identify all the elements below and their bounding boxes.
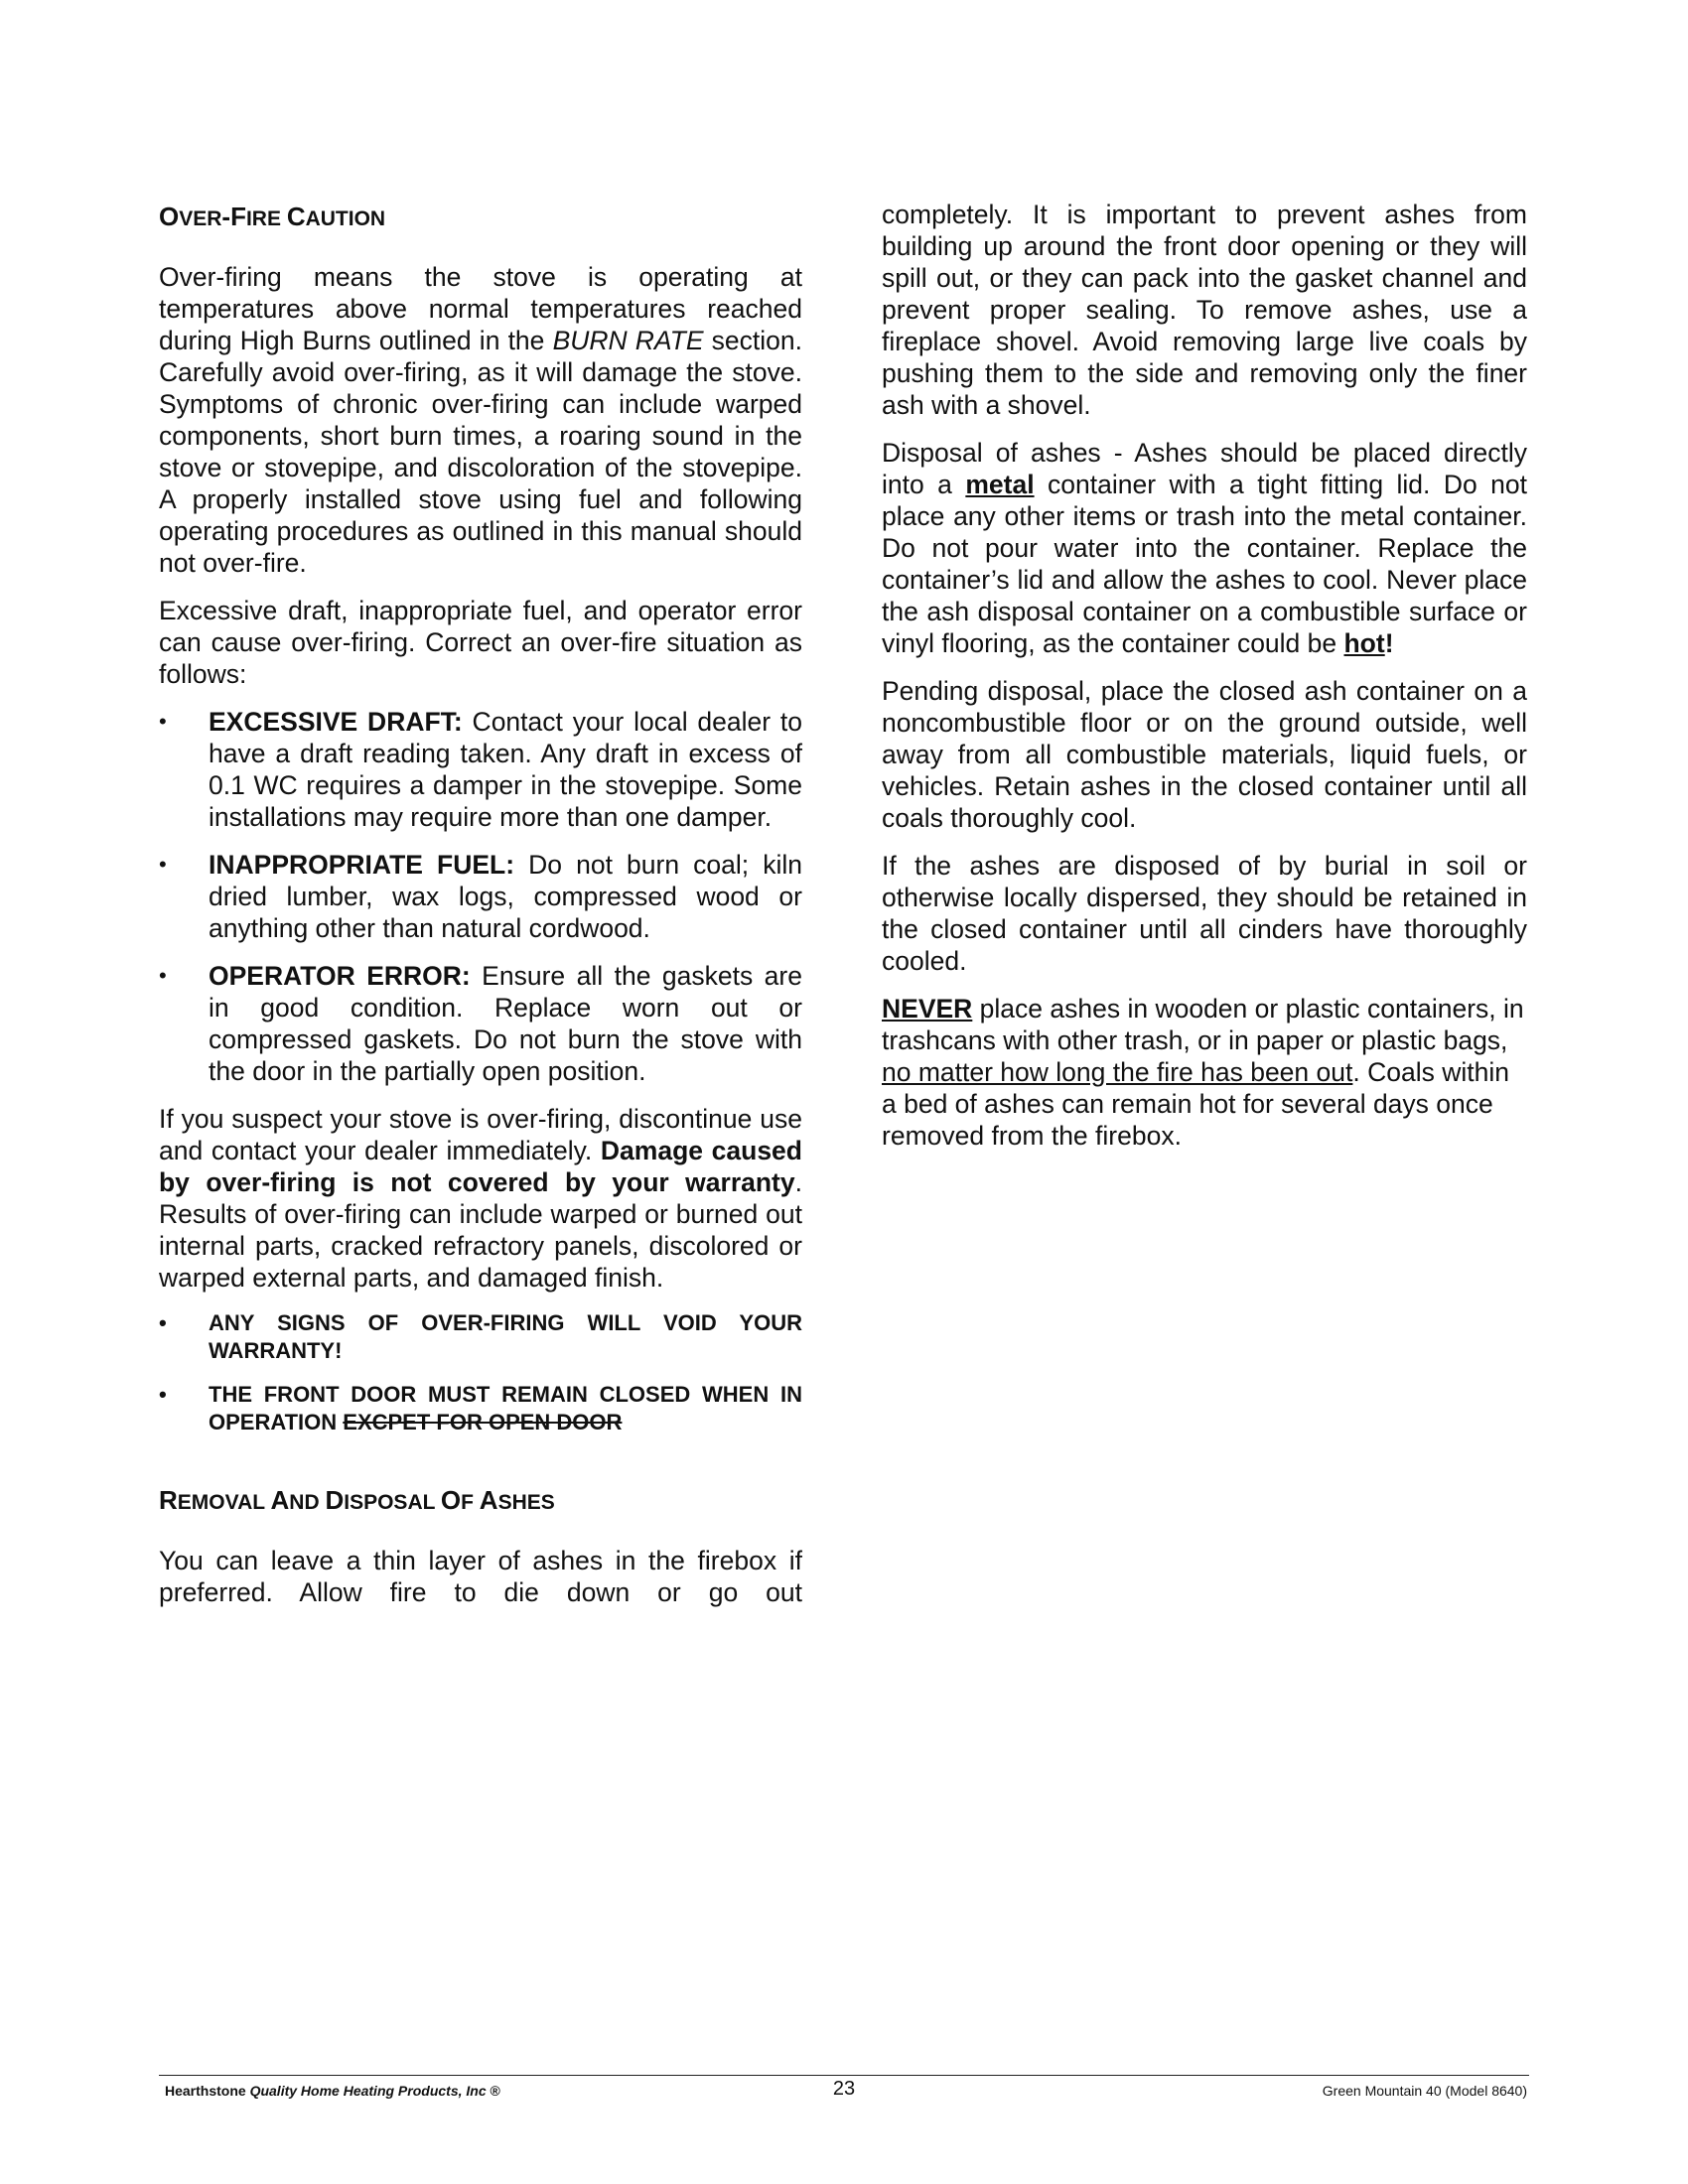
over-fire-warranty-paragraph: If you suspect your stove is over-firing, discontinue use and contact your dealer immediately. Damage caused by over-firing is not covered by your warranty. Results of over-firing can include warped or burned out internal parts, cracked refractory panels, discolored or warped external parts, and damaged finish.	[159, 1104, 802, 1293]
list-item-inappropriate-fuel: • INAPPROPRIATE FUEL: Do not burn coal; kiln dried lumber, wax logs, compressed wood or anything other than natural cordwood.	[159, 850, 802, 943]
page-footer	[159, 2075, 1529, 2100]
footer-company: Hearthstone Quality Home Heating Products, Inc ®	[165, 2083, 500, 2099]
warning-item-void-warranty: • ANY SIGNS OF OVER-FIRING WILL VOID YOUR WARRANTY!	[159, 1310, 802, 1363]
bullet-icon: •	[159, 1382, 167, 1407]
warning-item-door-closed: • THE FRONT DOOR MUST REMAIN CLOSED WHEN IN OPERATION EXCPET FOR OPEN DOOR	[159, 1382, 802, 1434]
bullet-icon: •	[159, 1310, 167, 1335]
ash-layer-paragraph: You can leave a thin layer of ashes in the firebox if preferred. Allow fire to die down or go out	[159, 1546, 802, 1607]
pending-disposal-paragraph: Pending disposal, place the closed ash container on a noncombustible floor or on the ground outside, well away from all combustible materials, liquid fuels, or vehicles. Retain ashes in the closed container until all coals thoroughly cool.	[882, 676, 1527, 833]
warning-list	[159, 1309, 802, 1436]
ash-removal-paragraph: completely. It is important to prevent ashes from building up around the front door opening or they will spill out, or they can pack into the gasket channel and prevent proper sealing. To remove ashes, use a fireplace shovel. Avoid removing large live coals by pushing them to the side and removing only the finer ash with a shovel.	[882, 200, 1527, 420]
bullet-icon: •	[159, 709, 167, 734]
ash-disposal-paragraph: Disposal of ashes - Ashes should be placed directly into a metal container with a tight fitting lid. Do not place any other items or trash into the metal container. Do not pour water into the container. Replace the container’s lid and allow the ashes to cool. Never place the ash disposal container on a combustible surface or vinyl flooring, as the container could be hot!	[882, 438, 1527, 658]
section-heading-removal-of-ashes: REMOVAL AND DISPOSAL OF ASHES	[159, 1485, 555, 1515]
page-number: 23	[832, 2078, 856, 2100]
never-warning-paragraph: NEVER place ashes in wooden or plastic containers, in trashcans with other trash, or in paper or plastic bags, no matter how long the fire has been out. Coals within a bed of ashes can remain hot for several days once removed from the firebox.	[882, 994, 1524, 1151]
bullet-icon: •	[159, 852, 167, 877]
over-fire-causes-paragraph: Excessive draft, inappropriate fuel, and operator error can cause over-firing. Correct an over-fire situation as follows:	[159, 596, 802, 689]
over-fire-definition-paragraph: Over-firing means the stove is operating at temperatures above normal temperatures reached during High Burns outlined in the BURN RATE section. Carefully avoid over-firing, as it will damage the stove. Symptoms of chronic over-firing can include warped components, short burn times, a roaring sound in the stove or stovepipe, and discoloration of the stovepipe. A properly installed stove using fuel and following operating procedures as outlined in this manual should not over-fire.	[159, 262, 802, 578]
right-column	[882, 199, 1527, 1167]
footer-model: Green Mountain 40 (Model 8640)	[1322, 2083, 1527, 2099]
list-item-operator-error: • OPERATOR ERROR: Ensure all the gaskets are in good condition. Replace worn out or compressed gaskets. Do not burn the stove with the door in the partially open position.	[159, 961, 802, 1086]
left-column	[159, 199, 802, 1624]
burial-disposal-paragraph: If the ashes are disposed of by burial in soil or otherwise locally dispersed, they should be retained in the closed container until all cinders have thoroughly cooled.	[882, 851, 1527, 976]
bullet-icon: •	[159, 963, 167, 988]
over-fire-causes-list	[159, 706, 802, 1087]
section-heading-over-fire-caution: OVER-FIRE CAUTION	[159, 202, 386, 231]
list-item-excessive-draft: • EXCESSIVE DRAFT: Contact your local dealer to have a draft reading taken. Any draft in excess of 0.1 WC requires a damper in the stovepipe. Some installations may require more than one damper.	[159, 707, 802, 832]
